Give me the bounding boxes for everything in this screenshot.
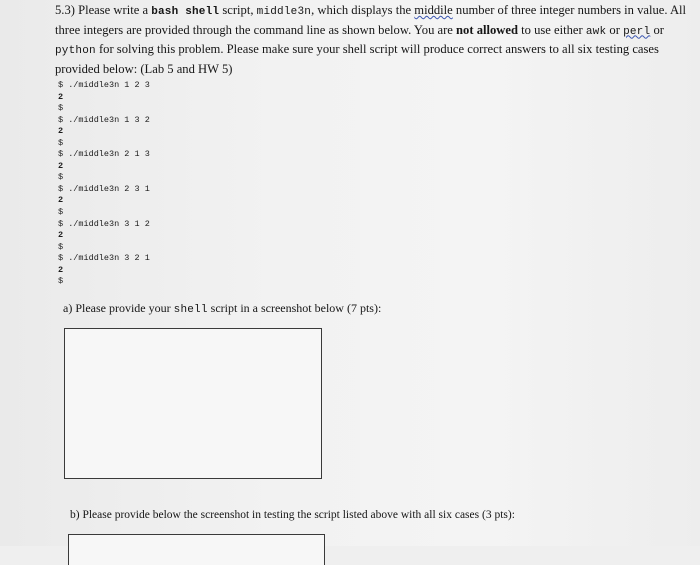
terminal-prompt-line: $ (58, 276, 64, 287)
terminal-output-line: 2 (58, 126, 64, 137)
question-instructions: for solving this problem. Please make sure your shell script will produce correct answers to all six testing cases provided below: (Lab 5 and HW 5) (55, 42, 659, 76)
answer-box-b[interactable] (68, 534, 325, 565)
terminal-command-line: $ ./middle3n 2 1 3 (58, 149, 150, 160)
terminal-output-line: 2 (58, 160, 64, 171)
not-allowed-text: not allowed (456, 22, 518, 37)
question-displays: , which displays the (311, 3, 412, 17)
script-name: middle3n (256, 6, 312, 18)
question-use-either: to use either (521, 22, 583, 37)
part-a-prompt (63, 301, 381, 316)
part-b-prompt: b) Please provide below the screenshot in testing the script listed above with all six cases (3 pts): (70, 509, 515, 521)
question-or-1: or (609, 22, 620, 37)
awk-term: awk (585, 25, 607, 38)
question-body: number of three integer numbers in value. All three integers are provided through the command line as shown below. You are (55, 3, 687, 37)
question-intro: Please write a (78, 3, 149, 17)
part-a-shell-term: shell (173, 304, 208, 316)
question-text (55, 2, 690, 78)
part-a-suffix: script in a screenshot below (7 pts): (210, 301, 382, 315)
question-or-2: or (653, 22, 664, 37)
middile-word: middile (414, 3, 453, 17)
answer-box-a[interactable] (64, 328, 322, 479)
bash-shell-term: bash shell (151, 6, 220, 18)
terminal-command-line: $ ./middle3n 1 3 2 (58, 114, 150, 125)
terminal-command-line: $ ./middle3n 2 3 1 (58, 183, 150, 194)
terminal-output-line: 2 (58, 91, 64, 102)
perl-term: perl (623, 25, 651, 38)
terminal-output-line: 2 (58, 195, 64, 206)
python-term: python (55, 45, 96, 57)
terminal-prompt-line: $ (58, 241, 64, 252)
terminal-prompt-line: $ (58, 207, 64, 218)
terminal-prompt-line: $ (58, 172, 64, 183)
terminal-prompt-line: $ (58, 103, 64, 114)
question-script-word: script, (222, 3, 254, 17)
terminal-example (58, 80, 150, 288)
terminal-prompt-line: $ (58, 137, 64, 148)
part-a-prefix: a) Please provide your (63, 301, 171, 315)
terminal-output-line: 2 (58, 230, 64, 241)
question-number: 5.3) (55, 3, 75, 17)
terminal-command-line: $ ./middle3n 1 2 3 (58, 80, 150, 90)
terminal-command-line: $ ./middle3n 3 1 2 (58, 218, 150, 229)
terminal-command-line: $ ./middle3n 3 2 1 (58, 253, 150, 264)
terminal-output-line: 2 (58, 264, 64, 275)
